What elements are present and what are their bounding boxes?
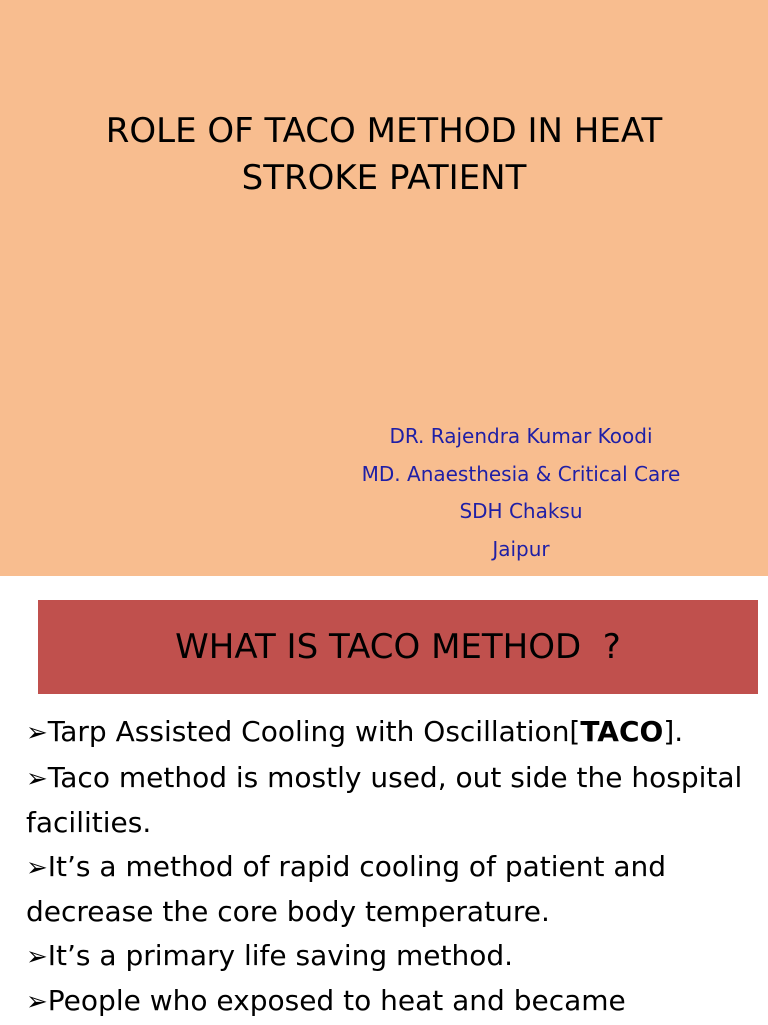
slide-title-line-1: ROLE OF TACO METHOD IN HEAT <box>105 111 663 151</box>
arrow-bullet-icon: ➢ <box>26 718 48 748</box>
bullet-item: ➢Taco method is mostly used, out side the hospital facilities. <box>26 760 743 839</box>
bold-acronym: TACO <box>580 715 664 748</box>
slide-title-line-2: STROKE PATIENT <box>241 158 527 198</box>
author-institution: SDH Chaksu <box>459 499 583 523</box>
bullet-item: ➢People who exposed to heat and became <box>26 984 626 1017</box>
bullet-item: ➢It’s a method of rapid cooling of patient and decrease the core body temperature. <box>26 849 667 928</box>
author-city: Jaipur <box>492 536 550 561</box>
slide-heading-banner <box>38 600 758 694</box>
author-name: DR. Rajendra Kumar Koodi <box>389 424 653 448</box>
author-block <box>300 418 742 568</box>
arrow-bullet-icon: ➢ <box>26 763 48 794</box>
bullet-item: ➢It’s a primary life saving method. <box>26 938 514 972</box>
slide-heading: WHAT IS TACO METHOD ? <box>175 627 621 667</box>
bullet-list <box>26 710 756 1025</box>
content-slide <box>0 576 768 1024</box>
arrow-bullet-icon: ➢ <box>26 987 48 1017</box>
arrow-bullet-icon: ➢ <box>26 852 48 883</box>
slide-title <box>40 108 728 202</box>
author-degree: MD. Anaesthesia & Critical Care <box>361 461 681 486</box>
bullet-item: ➢Tarp Assisted Cooling with Oscillation[TACO]. <box>26 715 684 748</box>
arrow-bullet-icon: ➢ <box>26 941 48 972</box>
